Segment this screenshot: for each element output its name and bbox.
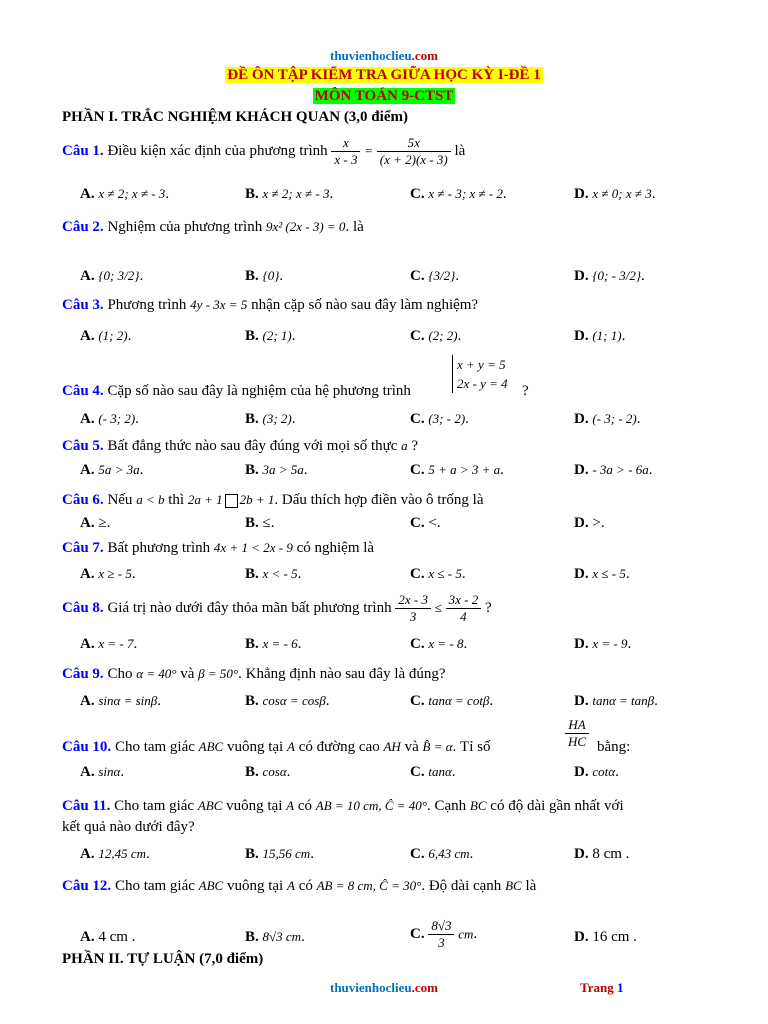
option-value: x = - 6 — [262, 636, 298, 651]
option-value: 16 cm . — [592, 929, 637, 945]
option-label: C. — [410, 693, 425, 709]
option-value: (1; 1) — [592, 328, 622, 343]
question-text: Nếu — [107, 492, 133, 508]
denominator: x - 3 — [334, 152, 358, 167]
vertex: A — [286, 739, 295, 754]
question-text: có — [298, 878, 313, 894]
question-4 — [62, 383, 411, 400]
option-b[interactable]: B. 3a > 5a. — [245, 462, 308, 478]
page-label: Trang — [580, 980, 614, 995]
numerator: 8√3 — [428, 918, 454, 935]
unit: cm — [458, 926, 474, 942]
option-label: D. — [574, 268, 589, 284]
question-text: . Cạnh — [427, 798, 467, 814]
option-d[interactable]: D. x ≤ - 5. — [574, 566, 630, 582]
option-label: C. — [410, 846, 425, 862]
option-value: (- 3; 2) — [98, 411, 136, 426]
question-number: Câu 10. — [62, 739, 112, 755]
question-text-end: là — [525, 878, 537, 894]
option-d[interactable] — [574, 846, 629, 863]
question-2 — [62, 219, 364, 236]
option-value: sinα = sinβ — [98, 693, 158, 708]
question-11-line2: kết quả nào dưới đây? — [62, 819, 195, 835]
question-text: . Tỉ số — [452, 739, 491, 755]
option-label: C. — [410, 566, 425, 582]
question-text: Phương trình — [107, 297, 187, 313]
triangle-name: ABC — [197, 798, 223, 813]
option-label: D. — [574, 693, 589, 709]
option-value: {0; 3/2} — [98, 268, 140, 283]
option-label: B. — [245, 636, 259, 652]
fraction — [331, 135, 360, 168]
option-d[interactable]: D. x = - 9. — [574, 636, 632, 652]
question-number: Câu 9. — [62, 666, 104, 682]
option-label: A. — [80, 186, 95, 202]
option-value: {0} — [262, 268, 280, 283]
option-a[interactable]: A. x ≥ - 5. — [80, 566, 136, 582]
exam-subject-text: MÔN TOÁN 9-CTST — [314, 88, 454, 104]
question-number: Câu 12. — [62, 878, 112, 894]
question-1 — [62, 135, 465, 168]
option-value: x = - 7 — [98, 636, 134, 651]
option-value: 5a > 3a — [98, 462, 140, 477]
equation-1: x + y = 5 — [457, 357, 506, 372]
option-value: cotα — [592, 764, 616, 779]
equals-sign: = — [364, 142, 374, 158]
option-d[interactable]: D. (- 3; - 2). — [574, 411, 641, 427]
option-value: 8√3 cm — [262, 929, 302, 944]
option-label: A. — [80, 515, 95, 531]
fraction — [395, 592, 431, 625]
denominator: HC — [568, 734, 587, 749]
question-number: Câu 7. — [62, 540, 104, 556]
question-text: vuông tại — [226, 798, 283, 814]
site-name: thuvienhoclieu — [330, 48, 412, 63]
option-b[interactable]: B. (2; 1). — [245, 328, 296, 344]
question-4-end: ? — [522, 383, 529, 399]
option-value: tanα — [428, 764, 452, 779]
option-label: A. — [80, 411, 95, 427]
question-text: có đường cao — [298, 739, 380, 755]
option-a[interactable]: A. {0; 3/2}. — [80, 268, 144, 284]
question-5 — [62, 438, 418, 455]
option-c[interactable]: C. x ≠ - 3; x ≠ - 2. — [410, 186, 507, 202]
question-text: . Độ dài cạnh — [421, 878, 502, 894]
option-value: cosα — [262, 764, 287, 779]
expression-right: 2b + 1 — [239, 492, 275, 507]
option-value: < — [428, 515, 437, 531]
question-10-end: bằng: — [597, 739, 631, 755]
option-value: (2; 1) — [262, 328, 292, 343]
option-c[interactable]: C. <. — [410, 515, 441, 531]
option-label: D. — [574, 636, 589, 652]
option-label: B. — [245, 186, 259, 202]
option-value: (- 3; - 2) — [592, 411, 637, 426]
option-label: C. — [410, 411, 425, 427]
option-label: C. — [410, 764, 425, 780]
option-label: B. — [245, 846, 259, 862]
option-value: tanα = cotβ — [428, 693, 490, 708]
variable: a — [401, 438, 408, 453]
question-12 — [62, 878, 536, 895]
option-value: x < - 5 — [262, 566, 298, 581]
option-value: (1; 2) — [98, 328, 128, 343]
site-domain: .com — [411, 48, 438, 63]
question-number: Câu 1. — [62, 142, 104, 159]
question-number: Câu 11. — [62, 798, 111, 814]
footer-site-domain: .com — [411, 980, 438, 995]
exam-subject — [0, 87, 768, 105]
question-text: và — [180, 666, 195, 682]
option-label: A. — [80, 462, 95, 478]
option-value: ≤ — [262, 515, 271, 531]
option-value: tanα = tanβ — [592, 693, 655, 708]
page-num: 1 — [616, 980, 624, 995]
question-text: vuông tại — [226, 739, 284, 755]
option-label: B. — [245, 515, 259, 531]
altitude: AH — [383, 739, 401, 754]
option-label: D. — [574, 846, 589, 862]
less-equal-sign: ≤ — [434, 599, 442, 615]
option-value: x ≠ 0; x ≠ 3 — [592, 186, 652, 201]
condition: a < b — [136, 492, 165, 507]
option-b[interactable]: B. 15,56 cm. — [245, 846, 314, 862]
question-11 — [62, 798, 624, 815]
question-text-end: ? — [411, 438, 419, 454]
option-label: D. — [574, 462, 589, 478]
option-d[interactable]: D. (1; 1). — [574, 328, 626, 344]
option-label: B. — [245, 411, 259, 427]
option-d[interactable]: D. {0; - 3/2}. — [574, 268, 645, 284]
option-value: (3; 2) — [262, 411, 292, 426]
question-9 — [62, 666, 446, 683]
option-a[interactable]: A. 5a > 3a. — [80, 462, 144, 478]
question-text: có độ dài gần nhất với — [490, 798, 624, 814]
numerator: x — [331, 135, 360, 152]
side-name: BC — [469, 798, 487, 813]
option-value: x ≥ - 5 — [98, 566, 132, 581]
option-value: 4 cm . — [98, 929, 136, 945]
option-value: 5 + a > 3 + a — [428, 462, 501, 477]
triangle-name: ABC — [198, 878, 224, 893]
option-label: B. — [245, 693, 259, 709]
option-label: B. — [245, 328, 259, 344]
option-label: C. — [410, 636, 425, 652]
question-text-end: . Dấu thích hợp điền vào ô trống là — [274, 492, 484, 508]
vertex: A — [286, 798, 295, 813]
question-text-end: . Khẳng định nào sau đây là đúng? — [238, 666, 446, 682]
fraction — [377, 135, 451, 168]
option-b[interactable]: B. x = - 6. — [245, 636, 302, 652]
option-label: A. — [80, 764, 95, 780]
option-label: C. — [410, 268, 425, 284]
side-name: BC — [505, 878, 522, 893]
exam-title-text: ĐỀ ÔN TẬP KIỂM TRA GIỮA HỌC KỲ I-ĐỀ 1 — [227, 67, 541, 83]
option-value: sinα — [98, 764, 121, 779]
option-value: 3a > 5a — [262, 462, 304, 477]
option-value: > — [592, 515, 601, 531]
option-b[interactable]: B. ≤. — [245, 515, 275, 531]
numerator: 5x — [377, 135, 451, 152]
option-label: D. — [574, 764, 589, 780]
question-text-end: . là — [345, 219, 364, 235]
option-value: x = - 8 — [428, 636, 464, 651]
option-value: (3; - 2) — [428, 411, 466, 426]
question-text: Nghiệm của phương trình — [107, 219, 263, 235]
question-6 — [62, 492, 484, 509]
option-label: B. — [245, 462, 259, 478]
fraction — [446, 592, 482, 625]
question-text: Cặp số nào sau đây là nghiệm của hệ phương trình — [107, 383, 411, 399]
triangle-name: ABC — [198, 739, 224, 754]
option-value: 6,43 cm — [428, 846, 470, 861]
option-b[interactable]: B. cosα. — [245, 764, 291, 780]
footer-site-name: thuvienhoclieu — [330, 980, 412, 995]
option-d[interactable]: D. tanα = tanβ. — [574, 693, 658, 709]
option-value: 12,45 cm — [98, 846, 147, 861]
question-text: Bất đẳng thức nào sau đây đúng với mọi số thực — [107, 438, 398, 454]
question-number: Câu 8. — [62, 599, 104, 616]
option-a[interactable] — [80, 929, 135, 946]
option-c[interactable]: C. $\frac{8√3}{3}$ cm. — [410, 918, 478, 950]
vertex: A — [286, 878, 295, 893]
option-value: x ≠ 2; x ≠ - 3 — [262, 186, 330, 201]
denominator: 3 — [409, 609, 417, 624]
option-d[interactable]: D. - 3a > - 6a. — [574, 462, 653, 478]
option-b[interactable]: B. x ≠ 2; x ≠ - 3. — [245, 186, 334, 202]
question-text: và — [404, 739, 419, 755]
option-label: A. — [80, 693, 95, 709]
option-label: C. — [410, 462, 425, 478]
blank-box — [225, 494, 238, 508]
option-value: (2; 2) — [428, 328, 458, 343]
angle: B̂ = α — [422, 739, 453, 754]
denominator: 4 — [460, 609, 467, 624]
part2-heading: PHẦN II. TỰ LUẬN (7,0 điểm) — [62, 951, 264, 967]
option-a[interactable]: A. x ≠ 2; x ≠ - 3. — [80, 186, 170, 202]
option-label: D. — [574, 929, 589, 945]
numerator: 3x - 2 — [446, 592, 482, 609]
equation-2: 2x - y = 4 — [457, 376, 508, 391]
option-b[interactable]: B. cosα = cosβ. — [245, 693, 330, 709]
footer-site — [330, 980, 438, 996]
equation-system — [452, 355, 508, 393]
option-label: D. — [574, 411, 589, 427]
option-label: D. — [574, 566, 589, 582]
question-text-end: ? — [484, 599, 492, 616]
denominator: 3 — [438, 935, 445, 950]
question-text: Cho tam giác — [114, 739, 195, 755]
question-text: Bất phương trình — [107, 540, 211, 556]
given-values: AB = 10 cm, Ĉ = 40° — [315, 798, 427, 813]
inequality: 4x + 1 < 2x - 9 — [213, 540, 293, 555]
question-text: có — [297, 798, 313, 814]
angle-beta: β = 50° — [198, 666, 239, 681]
question-text: Cho — [107, 666, 133, 682]
page-number — [580, 980, 623, 996]
angle-alpha: α = 40° — [136, 666, 177, 681]
question-10 — [62, 739, 490, 756]
option-value: cosα = cosβ — [262, 693, 326, 708]
option-label: A. — [80, 566, 95, 582]
question-3 — [62, 297, 478, 314]
option-label: B. — [245, 268, 259, 284]
expression-left: 2a + 1 — [187, 492, 223, 507]
option-value: {0; - 3/2} — [592, 268, 642, 283]
question-7 — [62, 540, 374, 557]
option-a[interactable]: A. ≥. — [80, 515, 111, 531]
option-value: x ≤ - 5 — [428, 566, 462, 581]
option-label: C. — [410, 926, 425, 942]
given-values: AB = 8 cm, Ĉ = 30° — [316, 878, 422, 893]
option-label: A. — [80, 268, 95, 284]
option-label: A. — [80, 929, 95, 945]
question-number: Câu 5. — [62, 438, 104, 454]
option-value: x ≠ - 3; x ≠ - 2 — [428, 186, 503, 201]
option-c[interactable]: C. (3; - 2). — [410, 411, 469, 427]
option-value: {3/2} — [428, 268, 456, 283]
option-label: D. — [574, 186, 589, 202]
option-label: C. — [410, 186, 425, 202]
option-b[interactable]: B. {0}. — [245, 268, 284, 284]
question-text-end: có nghiệm là — [296, 540, 375, 556]
question-number: Câu 3. — [62, 297, 104, 313]
option-c[interactable]: C. tanα. — [410, 764, 456, 780]
option-label: D. — [574, 515, 589, 531]
option-c[interactable]: C. {3/2}. — [410, 268, 460, 284]
option-label: B. — [245, 764, 259, 780]
question-text: thì — [168, 492, 185, 508]
option-d[interactable]: D. cotα. — [574, 764, 619, 780]
option-a[interactable]: A. sinα. — [80, 764, 125, 780]
option-a[interactable]: A. 12,45 cm. — [80, 846, 150, 862]
option-value: ≥ — [98, 515, 107, 531]
option-label: B. — [245, 929, 259, 945]
option-label: B. — [245, 566, 259, 582]
question-text: Cho tam giác — [114, 878, 195, 894]
option-label: A. — [80, 328, 95, 344]
numerator: 2x - 3 — [395, 592, 431, 609]
option-label: C. — [410, 328, 425, 344]
ratio-fraction — [565, 717, 589, 750]
option-d[interactable]: D. >. — [574, 515, 605, 531]
option-c[interactable]: C. tanα = cotβ. — [410, 693, 494, 709]
option-a[interactable]: A. x = - 7. — [80, 636, 138, 652]
option-value: x = - 9 — [592, 636, 628, 651]
option-label: A. — [80, 846, 95, 862]
equation: 4y - 3x = 5 — [190, 297, 248, 312]
question-text: Cho tam giác — [114, 798, 195, 814]
exam-title — [0, 66, 768, 84]
option-value: 8 cm . — [592, 846, 630, 862]
option-c[interactable]: C. 5 + a > 3 + a. — [410, 462, 504, 478]
site-header — [0, 48, 768, 64]
option-label: D. — [574, 328, 589, 344]
option-b[interactable]: B. 8√3 cm. — [245, 929, 305, 945]
question-number: Câu 2. — [62, 219, 104, 235]
option-d[interactable]: D. x ≠ 0; x ≠ 3. — [574, 186, 656, 202]
question-text: Giá trị nào dưới đây thỏa mãn bất phương trình — [107, 599, 392, 616]
question-text-end: nhận cặp số nào sau đây làm nghiệm? — [251, 297, 479, 313]
option-d[interactable] — [574, 929, 637, 946]
option-value: - 3a > - 6a — [592, 462, 649, 477]
fraction — [428, 918, 454, 951]
part1-heading: PHẦN I. TRẮC NGHIỆM KHÁCH QUAN (3,0 điểm) — [62, 109, 408, 125]
option-b[interactable]: B. (3; 2). — [245, 411, 296, 427]
option-a[interactable]: A. sinα = sinβ. — [80, 693, 162, 709]
option-a[interactable]: A. (- 3; 2). — [80, 411, 139, 427]
option-value: x ≤ - 5 — [592, 566, 626, 581]
option-label: C. — [410, 515, 425, 531]
option-value: 15,56 cm — [262, 846, 311, 861]
option-value: x ≠ 2; x ≠ - 3 — [98, 186, 166, 201]
question-number: Câu 6. — [62, 492, 104, 508]
option-c[interactable]: C. x ≤ - 5. — [410, 566, 466, 582]
question-text: vuông tại — [226, 878, 284, 894]
option-c[interactable]: C. 6,43 cm. — [410, 846, 474, 862]
option-c[interactable]: C. x = - 8. — [410, 636, 468, 652]
question-text-end: là — [454, 142, 466, 159]
numerator: HA — [565, 717, 589, 734]
equation: 9x² (2x - 3) = 0 — [265, 219, 346, 234]
question-number: Câu 4. — [62, 383, 104, 399]
option-c[interactable]: C. (2; 2). — [410, 328, 462, 344]
option-label: A. — [80, 636, 95, 652]
question-8 — [62, 592, 492, 625]
option-a[interactable]: A. (1; 2). — [80, 328, 132, 344]
denominator: (x + 2)(x - 3) — [379, 152, 448, 167]
option-b[interactable]: B. x < - 5. — [245, 566, 302, 582]
question-text: Điều kiện xác định của phương trình — [107, 142, 328, 159]
